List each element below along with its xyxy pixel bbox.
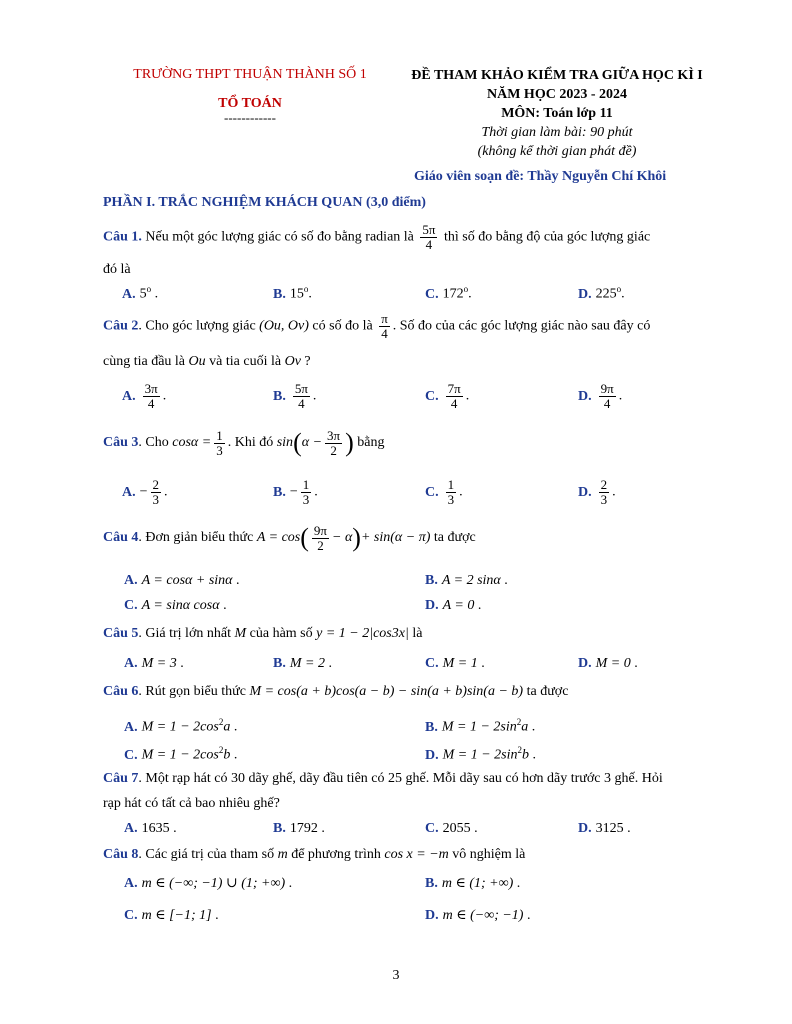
- q3-label: Câu 3: [103, 435, 139, 451]
- option-num: 1: [302, 477, 310, 492]
- q4-expr-a: A = cos: [256, 530, 301, 546]
- option-letter: D.: [578, 656, 592, 671]
- q3-cden: 3: [216, 442, 223, 458]
- q7-option-d: D. 3125 .: [578, 821, 631, 836]
- q2-text-f: ?: [304, 354, 311, 369]
- q2-line1: [103, 312, 650, 341]
- q1-option-d: D. 225$^o$.: [578, 284, 625, 302]
- option-var: a: [223, 719, 231, 735]
- q2-ov: Ov: [284, 354, 301, 369]
- q3-cnum: 1: [216, 427, 223, 443]
- q8-m: m: [277, 847, 288, 862]
- page-number: 3: [392, 968, 400, 983]
- q2-option-a: A. $\frac{3\pi}{4}$ .: [122, 381, 167, 411]
- q6-option-d: D. $M = 1 - 2\sin^2b$ .: [425, 745, 537, 763]
- option-num: 3π: [144, 381, 158, 396]
- q5-option-a: A. M = 3 .: [124, 656, 184, 671]
- option-letter: B.: [273, 286, 286, 302]
- q6-option-b: B. $M = 1 - 2\sin^2a$ .: [425, 717, 536, 735]
- q3-option-b: B. − $\frac{1}{3}$ .: [273, 477, 318, 507]
- q5-line1: [103, 626, 422, 642]
- header-right: [398, 66, 716, 161]
- q3-snum: 3π: [327, 427, 341, 443]
- q8-line1: [103, 847, 525, 863]
- q1-text-a: Nếu một góc lượng giác có số đo bằng radian là: [145, 229, 414, 245]
- option-letter: C.: [124, 598, 138, 613]
- q2-text-b: có số đo là: [312, 318, 373, 334]
- option-den: 4: [298, 396, 305, 411]
- q6-option-c: C. $M = 1 - 2\cos^2b$ .: [124, 745, 238, 763]
- q4-option-a: A. A = cosα + sinα .: [124, 573, 240, 588]
- q2-option-d: D. $\frac{9\pi}{4}$ .: [578, 381, 623, 411]
- q3-line1: Câu 3. Cho cosα = $\frac{1}{3}$ . Khi đó sin(α − $\frac{3\pi}{2}$ ) bằng: [103, 427, 385, 458]
- q4-num: 9π: [313, 522, 327, 538]
- q6-text-b: ta được: [526, 684, 569, 699]
- q4-option-c: C. A = sinα cosα .: [124, 598, 227, 613]
- option-value: 172: [442, 286, 464, 302]
- option-sign: −: [289, 484, 298, 500]
- option-value: m ∈ (1; +∞): [441, 876, 514, 891]
- option-value: 15: [289, 286, 304, 302]
- option-num: 1: [447, 477, 455, 492]
- q2-ou: Ou: [188, 354, 206, 369]
- q6-option-a: A. $M = 1 - 2\cos^2a$ .: [124, 717, 238, 735]
- option-letter: B.: [425, 719, 438, 735]
- q8-label: Câu 8: [103, 847, 139, 862]
- q1-num: 5π: [422, 222, 436, 237]
- department: TỔ TOÁN: [218, 96, 282, 111]
- q6-text-a: . Rút gọn biểu thức: [138, 684, 246, 699]
- q4-expr-c: + sin(α − π): [360, 530, 431, 546]
- q5-option-b: B. M = 2 .: [273, 656, 332, 671]
- option-value: M = 1 − 2cos: [141, 719, 219, 735]
- q2-fraction: [379, 312, 390, 341]
- option-value: m ∈ (−∞; −1) ∪ (1; +∞): [141, 876, 286, 891]
- subject: MÔN: Toán lớp 11: [501, 106, 613, 121]
- q8-text-b: để phương trình: [291, 847, 381, 862]
- q7-option-b: B. 1792 .: [273, 821, 325, 836]
- option-letter: C.: [425, 484, 439, 500]
- option-value: 5: [139, 286, 147, 302]
- q2-text-e: và tia cuối là: [209, 354, 282, 369]
- option-letter: A.: [122, 388, 136, 404]
- q2-den: 4: [381, 326, 388, 341]
- q7-option-a: A. 1635 .: [124, 821, 177, 836]
- option-letter: C.: [425, 388, 439, 404]
- q5-text-b: của hàm số: [249, 626, 313, 641]
- author-line: [414, 169, 666, 185]
- q2-math: (Ou, Ov): [259, 318, 309, 334]
- option-letter: C.: [425, 656, 439, 671]
- q2-text-c: . Số đo của các góc lượng giác nào sau đây có: [392, 318, 651, 334]
- exam-time-note: (không kể thời gian phát đề): [477, 144, 637, 159]
- option-value: 1792: [289, 821, 318, 836]
- q2-num: π: [381, 311, 388, 326]
- q2-text-d: cùng tia đầu là: [103, 354, 186, 369]
- q4-text-a: . Đơn giản biểu thức: [138, 530, 254, 546]
- q4-label: Câu 4: [103, 530, 139, 546]
- q3-text-b: . Khi đó: [227, 435, 274, 451]
- q8-option-a: A. m ∈ (−∞; −1) ∪ (1; +∞) .: [124, 876, 293, 891]
- option-letter: C.: [425, 286, 439, 302]
- q7-line1: [103, 771, 663, 787]
- option-letter: D.: [578, 821, 592, 836]
- school-name: TRƯỜNG THPT THUẬN THÀNH SỐ 1: [133, 67, 367, 82]
- q1-line2: đó là: [103, 262, 131, 277]
- option-letter: A.: [124, 656, 138, 671]
- q3-option-c: C. $\frac{1}{3}$ .: [425, 477, 463, 507]
- option-value: M = 1 − 2sin: [442, 747, 518, 763]
- q6-label: Câu 6: [103, 684, 139, 699]
- q5-text-a: . Giá trị lớn nhất: [138, 626, 231, 641]
- option-value: M = 3: [141, 656, 177, 671]
- option-letter: D.: [578, 286, 592, 302]
- q4-den: 2: [317, 537, 324, 553]
- q2-option-b: B. $\frac{5\pi}{4}$ .: [273, 381, 317, 411]
- q8-option-c: C. m ∈ [−1; 1] .: [124, 908, 219, 923]
- q4-expr-b: − α: [332, 530, 353, 546]
- q4-line1: Câu 4. Đơn giản biểu thức A = cos( $\frac{9\pi}{2}$ − α)+ sin(α − π) ta được: [103, 522, 476, 553]
- q2-option-c: C. $\frac{7\pi}{4}$ .: [425, 381, 470, 411]
- option-letter: B.: [273, 656, 286, 671]
- exam-time: Thời gian làm bài: 90 phút: [481, 125, 633, 140]
- option-letter: A.: [124, 719, 138, 735]
- option-letter: B.: [273, 821, 286, 836]
- option-value: A = cosα + sinα: [141, 573, 233, 588]
- q1-fraction: [420, 223, 437, 252]
- option-var: a: [521, 719, 529, 735]
- q4-option-b: B. A = 2 sinα .: [425, 573, 508, 588]
- q3-inner: α −: [301, 435, 323, 451]
- q4-option-d: D. A = 0 .: [425, 598, 482, 613]
- option-num: 9π: [600, 381, 614, 396]
- author-name: Thầy Nguyễn Chí Khôi: [527, 169, 667, 184]
- section-title: PHẦN I. TRẮC NGHIỆM KHÁCH QUAN (3,0 điểm): [103, 195, 426, 210]
- option-var: b: [223, 747, 231, 763]
- q3-text-a: . Cho: [138, 435, 169, 451]
- option-letter: D.: [425, 908, 439, 923]
- option-letter: D.: [578, 484, 592, 500]
- q1-label: Câu 1.: [103, 229, 142, 245]
- option-value: m ∈ (−∞; −1): [442, 908, 524, 923]
- option-den: 4: [450, 396, 458, 411]
- option-letter: D.: [425, 747, 439, 763]
- q5-m: M: [234, 626, 247, 641]
- option-value: 2055: [442, 821, 471, 836]
- option-var: b: [522, 747, 530, 763]
- q7-label: Câu 7: [103, 771, 139, 786]
- option-value: 3125: [595, 821, 624, 836]
- option-value: M = 1 − 2sin: [441, 719, 517, 735]
- option-sign: −: [139, 484, 148, 500]
- q3-option-d: D. $\frac{2}{3}$ .: [578, 477, 616, 507]
- option-num: 2: [600, 477, 608, 492]
- q5-expr: y = 1 − 2|cos3x|: [316, 626, 409, 641]
- q5-option-d: D. M = 0 .: [578, 656, 638, 671]
- exam-title: ĐỀ THAM KHẢO KIỂM TRA GIỮA HỌC KÌ I: [411, 68, 703, 83]
- option-letter: C.: [124, 747, 138, 763]
- q8-expr: cos x = −m: [384, 847, 449, 862]
- option-num: 7π: [447, 381, 461, 396]
- header-left: [100, 66, 400, 124]
- q8-text-c: vô nghiệm là: [452, 847, 526, 862]
- q3-sin: sin: [276, 435, 294, 451]
- option-value: M = 2: [289, 656, 325, 671]
- option-value: M = 0: [595, 656, 631, 671]
- option-letter: A.: [124, 573, 138, 588]
- divider: ------------: [224, 110, 276, 125]
- q3-option-a: A. − $\frac{2}{3}$ .: [122, 477, 168, 507]
- option-value: 225: [595, 286, 617, 302]
- q3-text-c: bằng: [357, 435, 385, 451]
- option-letter: A.: [124, 821, 138, 836]
- q4-text-b: ta được: [433, 530, 476, 546]
- option-letter: D.: [578, 388, 592, 404]
- option-letter: B.: [425, 876, 438, 891]
- q5-text-c: là: [412, 626, 423, 641]
- q5-option-c: C. M = 1 .: [425, 656, 485, 671]
- option-den: 4: [147, 396, 155, 411]
- option-letter: B.: [425, 573, 438, 588]
- q7-text-a: . Một rạp hát có 30 dãy ghế, dãy đầu tiên có 25 ghế. Mỗi dãy sau có hơn dãy trước 3 ghế. Hỏi: [138, 771, 663, 786]
- q3-cos: cosα =: [172, 435, 212, 451]
- option-value: m ∈ [−1; 1]: [141, 908, 212, 923]
- option-den: 3: [447, 492, 455, 507]
- option-letter: A.: [122, 484, 136, 500]
- q1-option-c: C. 172$^o$.: [425, 284, 472, 302]
- q6-line1: [103, 684, 568, 700]
- q3-sden: 2: [330, 442, 337, 458]
- option-value: A = sinα cosα: [141, 598, 220, 613]
- q1-option-b: B. 15$^o$.: [273, 284, 312, 302]
- option-den: 4: [603, 396, 611, 411]
- q6-expr: M = cos(a + b)cos(a − b) − sin(a + b)sin(a − b): [249, 684, 524, 699]
- q2-text-a: . Cho góc lượng giác: [138, 318, 256, 334]
- option-letter: B.: [273, 484, 286, 500]
- school-year: NĂM HỌC 2023 - 2024: [487, 87, 627, 102]
- option-letter: A.: [124, 876, 138, 891]
- option-letter: B.: [273, 388, 286, 404]
- q8-option-b: B. m ∈ (1; +∞) .: [425, 876, 521, 891]
- option-value: A = 2 sinα: [441, 573, 501, 588]
- q1-text-b: thì số đo bằng độ của góc lượng giác: [443, 229, 651, 245]
- option-value: 1635: [141, 821, 170, 836]
- option-den: 3: [152, 492, 160, 507]
- option-value: M = 1 − 2cos: [141, 747, 219, 763]
- option-num: 5π: [294, 381, 308, 396]
- q1-option-a: A. 5$^o$ .: [122, 284, 159, 302]
- author-label: Giáo viên soạn đề:: [414, 169, 525, 184]
- option-letter: C.: [124, 908, 138, 923]
- q1-line1: [103, 223, 650, 252]
- q7-option-c: C. 2055 .: [425, 821, 478, 836]
- q1-den: 4: [425, 237, 433, 252]
- option-letter: A.: [122, 286, 136, 302]
- q7-line2: rạp hát có tất cả bao nhiêu ghế?: [103, 796, 280, 811]
- option-den: 3: [600, 492, 608, 507]
- q8-text-a: . Các giá trị của tham số: [138, 847, 275, 862]
- option-value: A = 0: [442, 598, 475, 613]
- option-letter: D.: [425, 598, 439, 613]
- option-den: 3: [302, 492, 310, 507]
- option-num: 2: [152, 477, 160, 492]
- q2-line2: [103, 354, 311, 370]
- option-value: M = 1: [442, 656, 478, 671]
- option-letter: C.: [425, 821, 439, 836]
- q8-option-d: D. m ∈ (−∞; −1) .: [425, 908, 531, 923]
- q2-label: Câu 2: [103, 318, 139, 334]
- q5-label: Câu 5: [103, 626, 139, 641]
